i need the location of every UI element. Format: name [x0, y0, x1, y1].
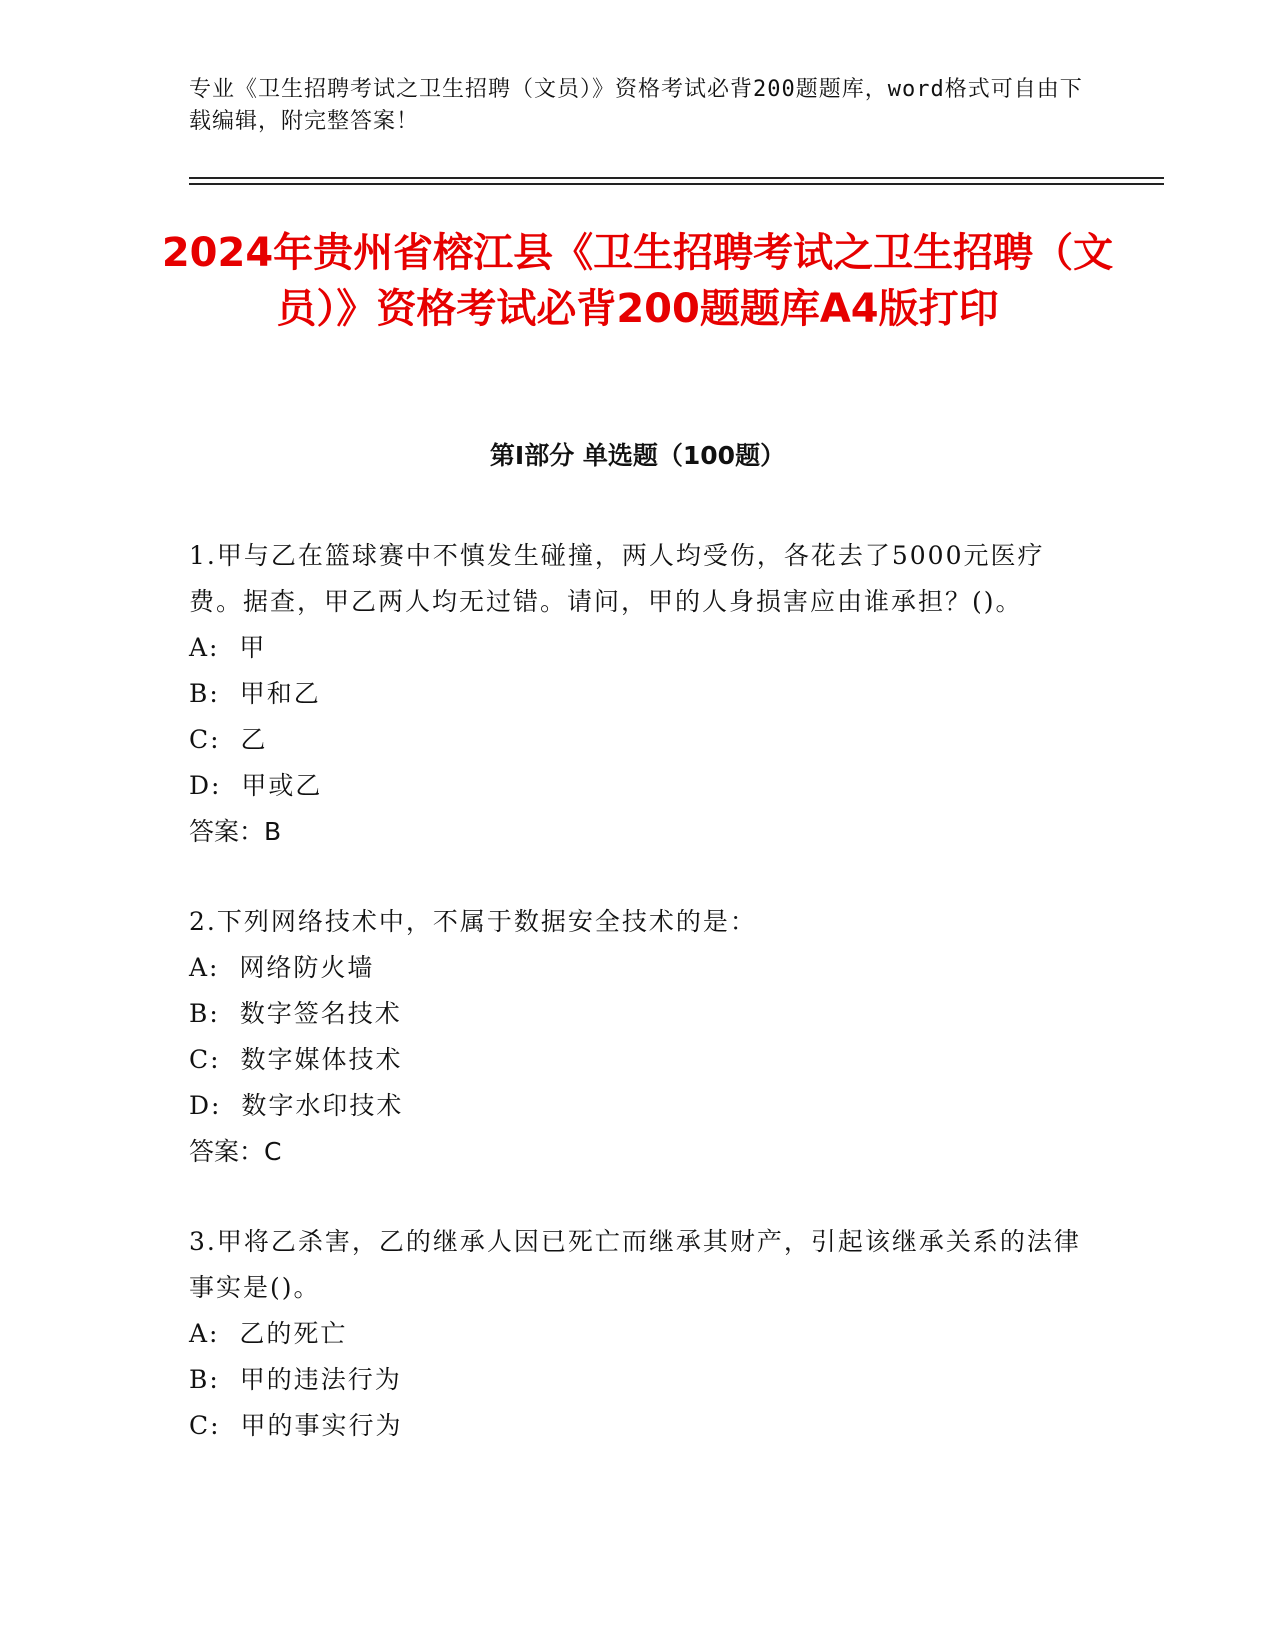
option-c: C: 数字媒体技术 [189, 1045, 403, 1074]
option-a: A: 乙的死亡 [189, 1319, 348, 1348]
option-c: C: 甲的事实行为 [189, 1411, 403, 1440]
option-a: A: 网络防火墙 [189, 953, 375, 982]
option-a: A: 甲 [189, 633, 267, 662]
question-list [189, 533, 1084, 1493]
answer-text: 答案：C [189, 1137, 282, 1166]
question-item [189, 1219, 1084, 1449]
option-d: D: 数字水印技术 [189, 1091, 404, 1120]
question-stem: 2.下列网络技术中，不属于数据安全技术的是： [189, 907, 757, 936]
option-b: B: 数字签名技术 [189, 999, 402, 1028]
question-item [189, 533, 1084, 855]
header-divider-bottom [189, 183, 1164, 185]
question-stem: 1.甲与乙在篮球赛中不慎发生碰撞，两人均受伤，各花去了5000元医疗费。据查，甲乙两人均无过错。请问，甲的人身损害应由谁承担？()。 [189, 541, 1045, 616]
question-item [189, 899, 1084, 1175]
intro-text: 专业《卫生招聘考试之卫生招聘（文员）》资格考试必背200题题库，word格式可自由下载编辑，附完整答案！ [189, 77, 1083, 134]
option-d: D: 甲或乙 [189, 771, 323, 800]
document-title: 2024年贵州省榕江县《卫生招聘考试之卫生招聘（文员）》资格考试必背200题题库A4版打印 [161, 230, 1114, 332]
option-b: B: 甲的违法行为 [189, 1365, 402, 1394]
option-b: B: 甲和乙 [189, 679, 321, 708]
option-c: C: 乙 [189, 725, 268, 754]
section-heading: 第Ⅰ部分 单选题（100题） [489, 441, 786, 470]
question-stem: 3.甲将乙杀害，乙的继承人因已死亡而继承其财产，引起该继承关系的法律事实是()。 [189, 1227, 1081, 1302]
answer-text: 答案：B [189, 817, 282, 846]
header-divider-top [189, 177, 1164, 179]
